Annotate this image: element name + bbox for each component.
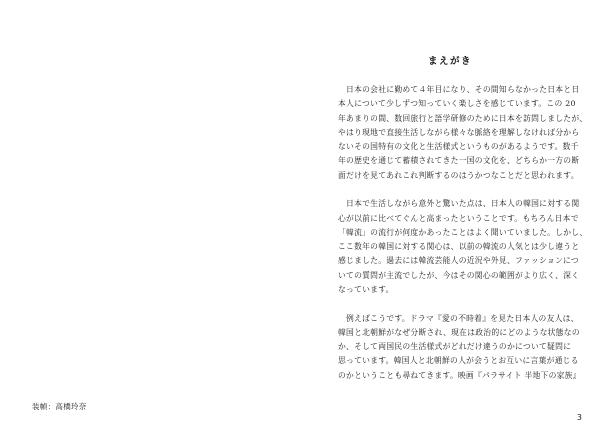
- text-line: 「韓流」の流行が何度かあったことはよく聞いていました。しかし、: [338, 227, 588, 237]
- text-line: 日本で生活しながら意外と驚いた点は、日本人の韓国に対する関: [338, 199, 580, 209]
- text-line: 韓国と北朝鮮がなぜ分断され、現在は政治的にどのような状態なの: [338, 327, 580, 337]
- text-line: のかということも尋ねてきます。映画『パラサイト 半地下の家族』: [338, 370, 581, 380]
- paragraph-2: [338, 197, 588, 297]
- text-line: 例えばこうです。ドラマ『愛の不時着』を見た日本人の友人は、: [338, 313, 579, 323]
- text-line: なっています。: [338, 284, 394, 294]
- text-line: 思っています。韓国人と北朝鮮の人が会うとお互いに言葉が通じる: [338, 356, 579, 366]
- text-line: 日本の会社に勤めて４年目になり、その間知らなかった日本と日: [338, 85, 580, 94]
- paragraph-3: [338, 312, 581, 383]
- text-line: 感じました。過去には韓流芸能人の近況や外見、ファッションにつ: [338, 256, 579, 266]
- text-line: いての質問が主流でしたが、今はその関心の範囲がより広く、深く: [338, 270, 580, 280]
- text-line: ないその国特有の文化と生活様式というものがあるようです。数千: [338, 142, 579, 151]
- text-line: 面だけを見てあれこれ判断するのはうかつなことだと思われます。: [338, 170, 579, 180]
- text-line: 本人について少しずつ知っていく楽しさを感じています。この 20: [338, 99, 576, 109]
- text-line: 年の歴史を通じて蓄積されてきた一国の文化を、どちらか一方の断: [338, 156, 580, 166]
- text-line: か、そして両国民の生活様式がどれだけ違うのかについて疑問に: [338, 342, 572, 351]
- page-number: 3: [576, 413, 582, 422]
- paragraph-1: [338, 83, 588, 183]
- preface-body: [338, 83, 588, 397]
- text-line: 心が以前に比べてぐんと高まったということです。もちろん日本で: [338, 213, 579, 223]
- text-line: やはり現地で直接生活しながら様々な脈絡を理解しなければ分から: [338, 127, 580, 137]
- design-credit: 装幀：高橋玲奈: [32, 402, 87, 411]
- text-line: ここ数年の韓国に対する関心は、以前の韓流の人気とは少し違うと: [338, 242, 580, 251]
- right-page: [300, 0, 600, 440]
- text-line: 年あまりの間、数回旅行と語学研修のために日本を訪問しましたが、: [338, 113, 588, 123]
- page-heading: まえがき: [427, 56, 472, 67]
